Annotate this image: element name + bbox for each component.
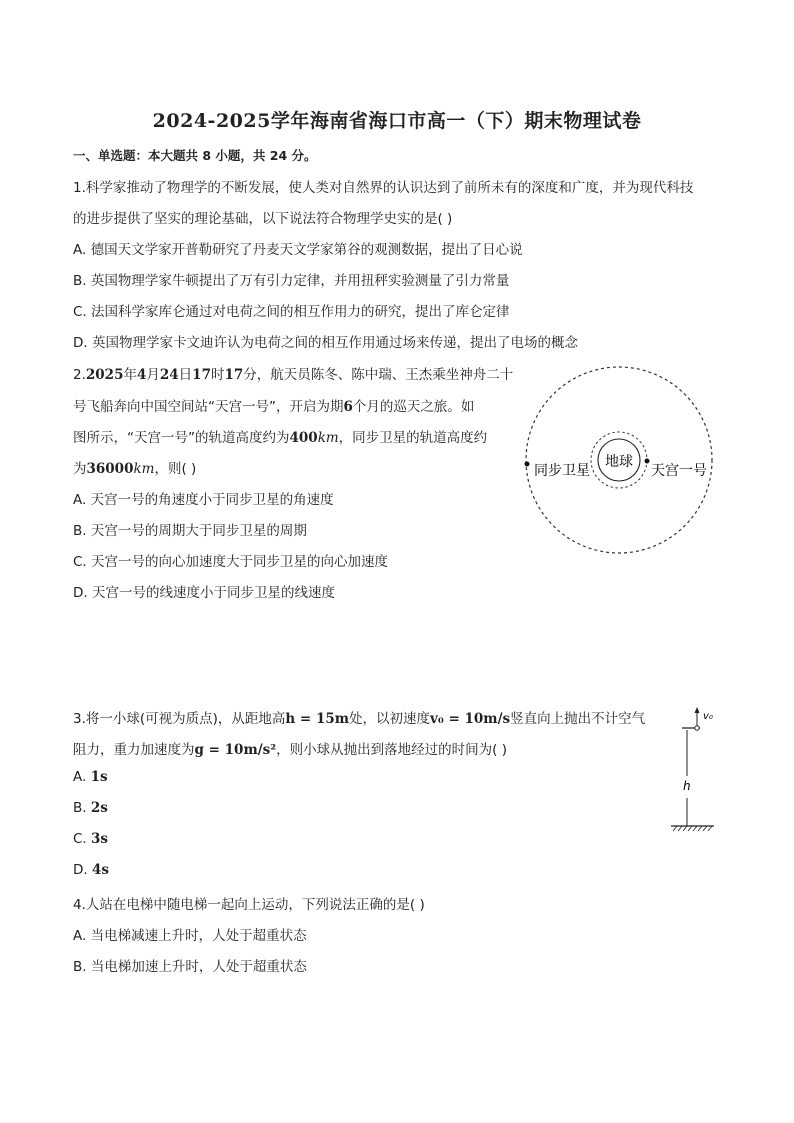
option-letter: C. [73, 831, 87, 847]
q2-text: 图所示，“天宫一号”的轨道高度约为 [73, 430, 290, 446]
q2-text: 日 [178, 367, 193, 383]
q2-day: 24 [159, 367, 179, 383]
q2-option-d: D. 天宫一号的线速度小于同步卫星的线速度 [73, 585, 335, 601]
option-value: 1s [90, 769, 108, 785]
ground-hatch [673, 826, 712, 831]
q3-text: ，则小球从抛出到落地经过的时间为( ) [276, 742, 507, 758]
q2-text: 月 [146, 367, 160, 383]
q1-option-b: B. 英国物理学家牛顿提出了万有引力定律，并用扭秤实验测量了引力常量 [73, 273, 510, 289]
q2-minute: 17 [224, 367, 244, 383]
q3-stem-line2 [73, 738, 507, 758]
sync-satellite-dot [525, 462, 530, 467]
q1-option-d: D. 英国物理学家卡文迪许认为电荷之间的相互作用通过场来传递，提出了电场的概念 [73, 335, 578, 351]
section-heading: 一、单选题：本大题共 8 小题，共 24 分。 [73, 148, 317, 163]
q3-option-c [73, 831, 108, 847]
q2-months-value: 6 [343, 399, 353, 415]
q1-stem-line2: 的进步提供了坚实的理论基础，以下说法符合物理学史实的是( ) [73, 211, 453, 227]
option-letter: D. [73, 862, 88, 878]
q3-height-formula: h = 15m [285, 711, 350, 727]
q2-year: 2025 [85, 367, 124, 383]
h-label: h [683, 779, 691, 793]
q3-option-b [73, 800, 108, 816]
q2-sync-height: 36000 [86, 461, 134, 477]
q3-text: 处，以初速度 [349, 711, 431, 727]
q2-tiangong-height: 400 [289, 430, 318, 446]
q2-month: 4 [136, 367, 147, 383]
q2-text: 号飞船奔向中国空间站“天宫一号”，开启为期 [73, 399, 344, 415]
option-letter: A. [73, 769, 87, 785]
sync-satellite-label: 同步卫星 [534, 463, 590, 479]
q2-option-b: B. 天宫一号的周期大于同步卫星的周期 [73, 523, 307, 539]
q2-text: 年 [123, 367, 137, 383]
q2-number: 2. [73, 367, 86, 383]
v0-label: v₀ [703, 711, 713, 722]
option-value: 3s [91, 831, 109, 847]
tiangong-label: 天宫一号 [651, 463, 707, 479]
q2-option-a: A. 天宫一号的角速度小于同步卫星的角速度 [73, 492, 334, 508]
q3-text: 竖直向上抛出不计空气 [510, 711, 646, 727]
q2-stem-line1 [73, 363, 513, 383]
q3-gravity-formula: g = 10m/s² [194, 742, 277, 758]
q4-option-b: B. 当电梯加速上升时，人处于超重状态 [73, 959, 307, 975]
ball [695, 726, 699, 730]
option-value: 2s [90, 800, 108, 816]
q2-text: 分，航天员陈冬、陈中瑞、王杰乘坐神舟二十 [243, 367, 514, 383]
q2-text: 个月的巡天之旅。如 [352, 399, 475, 415]
option-value: 4s [91, 862, 109, 878]
q3-velocity-formula: v₀ = 10m/s [430, 711, 511, 727]
orbit-diagram [520, 360, 720, 560]
q2-text: ，则( ) [154, 461, 197, 477]
q1-option-c: C. 法国科学家库仑通过对电荷之间的相互作用力的研究，提出了库仑定律 [73, 304, 510, 320]
option-letter: B. [73, 800, 87, 816]
q1-stem-line1: 1.科学家推动了物理学的不断发展，使人类对自然界的认识达到了前所未有的深度和广度，并为现代科技 [73, 180, 694, 196]
page-title: 2024-2025学年海南省海口市高一（下）期末物理试卷 [152, 110, 642, 132]
q4-option-a: A. 当电梯减速上升时，人处于超重状态 [73, 928, 307, 944]
earth-label: 地球 [605, 454, 633, 470]
q2-stem-line4 [73, 457, 196, 477]
q3-stem-line1 [73, 707, 645, 727]
q2-hour: 17 [192, 367, 211, 383]
tiangong-dot [645, 459, 650, 464]
q2-text: 为 [73, 461, 87, 477]
q2-text: 时 [210, 367, 225, 383]
q3-text: 3.将一小球(可视为质点)，从距地高 [73, 711, 286, 727]
arrow-head [695, 707, 700, 713]
q3-option-a [73, 769, 108, 785]
q2-text: ，同步卫星的轨道高度约 [338, 430, 488, 446]
q2-stem-line3 [73, 426, 487, 446]
projectile-diagram [666, 704, 726, 834]
q1-option-a: A. 德国天文学家开普勒研究了丹麦天文学家第谷的观测数据，提出了日心说 [73, 242, 523, 258]
q2-option-c: C. 天宫一号的向心加速度大于同步卫星的向心加速度 [73, 554, 389, 570]
q4-stem: 4.人站在电梯中随电梯一起向上运动，下列说法正确的是( ) [73, 897, 425, 913]
q3-option-d [73, 862, 109, 878]
q3-text: 阻力，重力加速度为 [73, 742, 195, 758]
q2-unit: km [133, 461, 155, 477]
q2-unit: km [317, 430, 339, 446]
q2-stem-line2 [73, 395, 474, 415]
